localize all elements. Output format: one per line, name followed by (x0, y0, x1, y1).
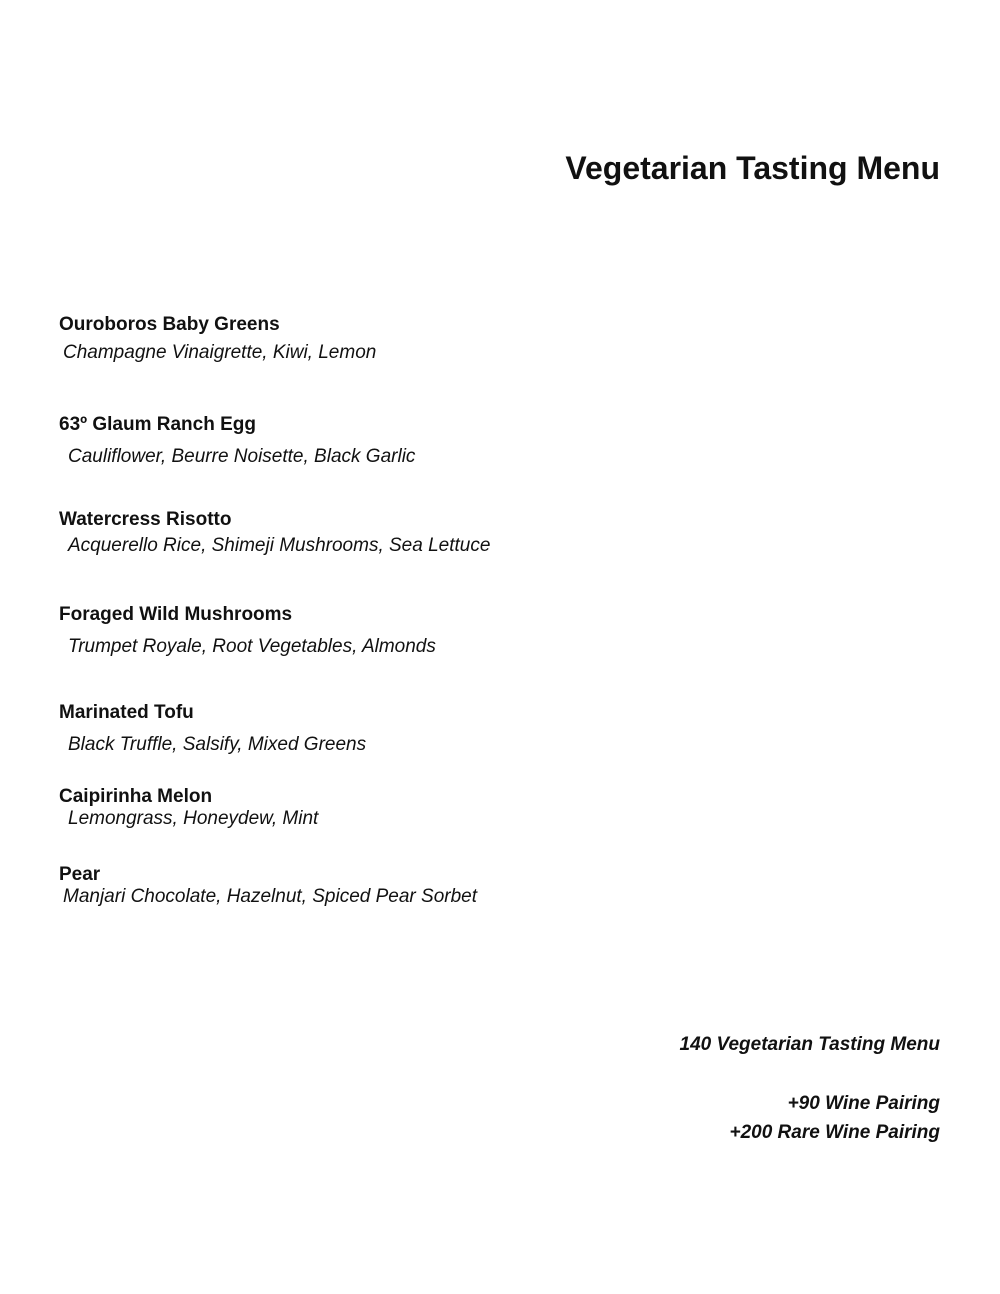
course-description: Trumpet Royale, Root Vegetables, Almonds (68, 636, 436, 657)
course-item (59, 509, 759, 557)
menu-title: Vegetarian Tasting Menu (565, 150, 940, 186)
course-name: 63º Glaum Ranch Egg (59, 414, 256, 435)
rare-wine-pairing-price: +200 Rare Wine Pairing (729, 1122, 940, 1143)
course-item (59, 604, 759, 658)
course-description: Champagne Vinaigrette, Kiwi, Lemon (63, 342, 377, 363)
course-name: Watercress Risotto (59, 509, 232, 530)
course-description: Cauliflower, Beurre Noisette, Black Garlic (68, 446, 416, 467)
course-name: Pear (59, 864, 101, 885)
course-name: Caipirinha Melon (59, 786, 213, 807)
wine-pairing-price: +90 Wine Pairing (787, 1093, 940, 1114)
course-description: Acquerello Rice, Shimeji Mushrooms, Sea Lettuce (68, 535, 491, 556)
course-item (59, 786, 759, 830)
course-description: Manjari Chocolate, Hazelnut, Spiced Pear Sorbet (63, 886, 478, 907)
course-description: Lemongrass, Honeydew, Mint (68, 808, 319, 829)
course-item (59, 414, 759, 468)
course-item (59, 864, 759, 908)
course-item (59, 702, 759, 756)
menu-price: 140 Vegetarian Tasting Menu (679, 1034, 940, 1055)
course-name: Ouroboros Baby Greens (59, 314, 280, 335)
course-name: Marinated Tofu (59, 702, 194, 723)
course-item (59, 314, 759, 364)
course-name: Foraged Wild Mushrooms (59, 604, 293, 625)
course-description: Black Truffle, Salsify, Mixed Greens (68, 734, 367, 755)
